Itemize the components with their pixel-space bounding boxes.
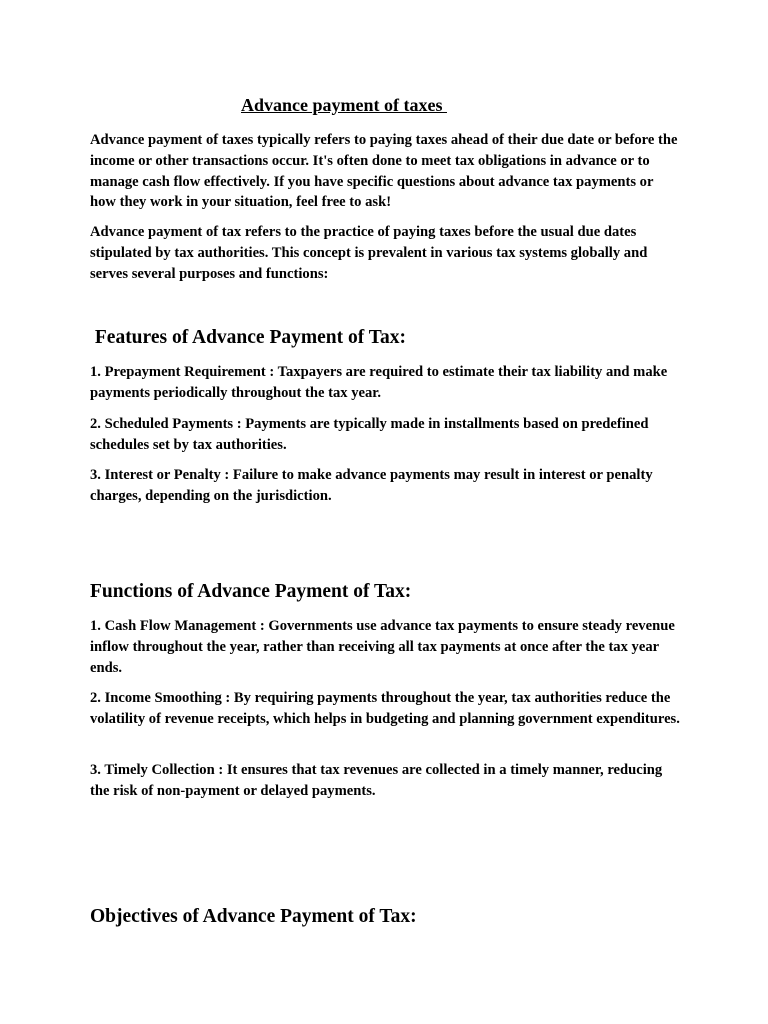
document-title: Advance payment of taxes [241,95,447,115]
features-item-3: 3. Interest or Penalty : Failure to make advance payments may result in interest or penalty charges, depending on the jurisdiction. [90,467,653,504]
features-item-1: 1. Prepayment Requirement : Taxpayers are required to estimate their tax liability and make payments periodically throughout the tax year. [90,364,668,401]
section-heading-functions: Functions of Advance Payment of Tax: [90,581,412,602]
functions-item-3: 3. Timely Collection : It ensures that tax revenues are collected in a timely manner, reducing the risk of non-payment or delayed payments. [90,762,663,799]
functions-item-2: 2. Income Smoothing : By requiring payments throughout the year, tax authorities reduce the volatility of revenue receipts, which helps in budgeting and planning government expenditures. [90,690,680,727]
intro-paragraph-1: Advance payment of taxes typically refers to paying taxes ahead of their due date or before the income or other transactions occur. It's often done to meet tax obligations in advance or to manage cash flow effectively. If you have specific questions about advance tax payments or how they work in your situation, feel free to ask! [90,132,678,211]
section-heading-objectives: Objectives of Advance Payment of Tax: [90,906,417,927]
functions-item-1: 1. Cash Flow Management : Governments use advance tax payments to ensure steady revenue inflow throughout the year, rather than receiving all tax payments at once after the tax year ends. [90,618,675,676]
intro-paragraph-2: Advance payment of tax refers to the practice of paying taxes before the usual due dates stipulated by tax authorities. This concept is prevalent in various tax systems globally and serves several purposes and functions: [90,224,648,282]
section-heading-features: Features of Advance Payment of Tax: [90,327,406,348]
features-item-2: 2. Scheduled Payments : Payments are typically made in installments based on predefined schedules set by tax authorities. [90,416,649,453]
